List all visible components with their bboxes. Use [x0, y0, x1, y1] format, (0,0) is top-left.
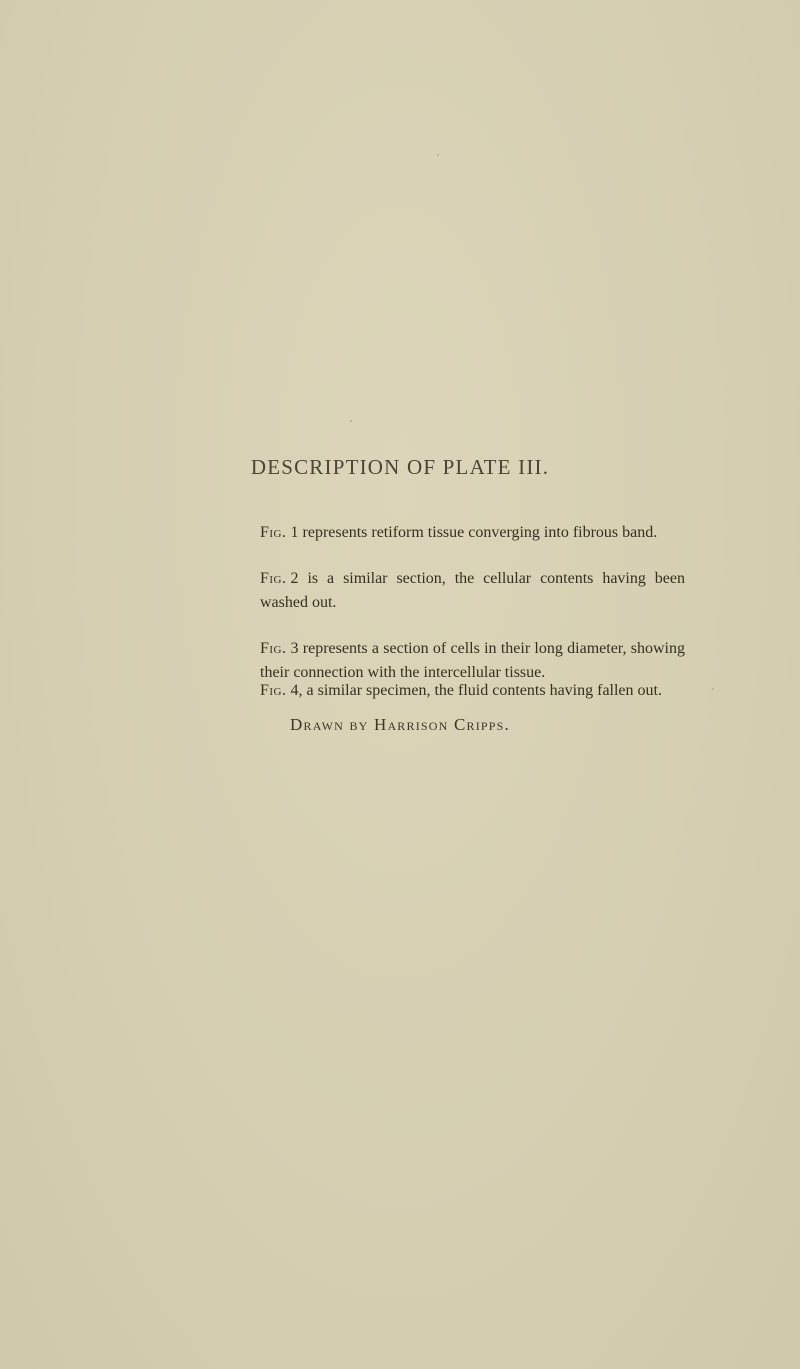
paper-speck [437, 154, 439, 156]
figure-text: 3 represents a section of cells in their long diameter, showing their connection with the intercellular tissue. [260, 640, 685, 681]
plate-title: DESCRIPTION OF PLATE III. [250, 455, 550, 479]
figure-1-description [260, 521, 685, 545]
figure-label: Fig. [260, 682, 287, 699]
artist-credit: Drawn by Harrison Cripps. [290, 715, 510, 734]
figure-text: 1 represents retiform tissue converging into fibrous band. [290, 524, 658, 541]
figure-label: Fig. [260, 640, 287, 657]
figure-label: Fig. [260, 524, 287, 541]
figure-3-description [260, 637, 685, 685]
figure-2-description [260, 567, 685, 615]
figure-text: 4, a similar specimen, the fluid contents having fallen out. [290, 682, 662, 699]
figure-text: 2 is a similar section, the cellular contents having been washed out. [260, 570, 685, 611]
figure-label: Fig. [260, 570, 287, 587]
paper-speck [350, 420, 352, 422]
figure-4-description [260, 679, 720, 703]
